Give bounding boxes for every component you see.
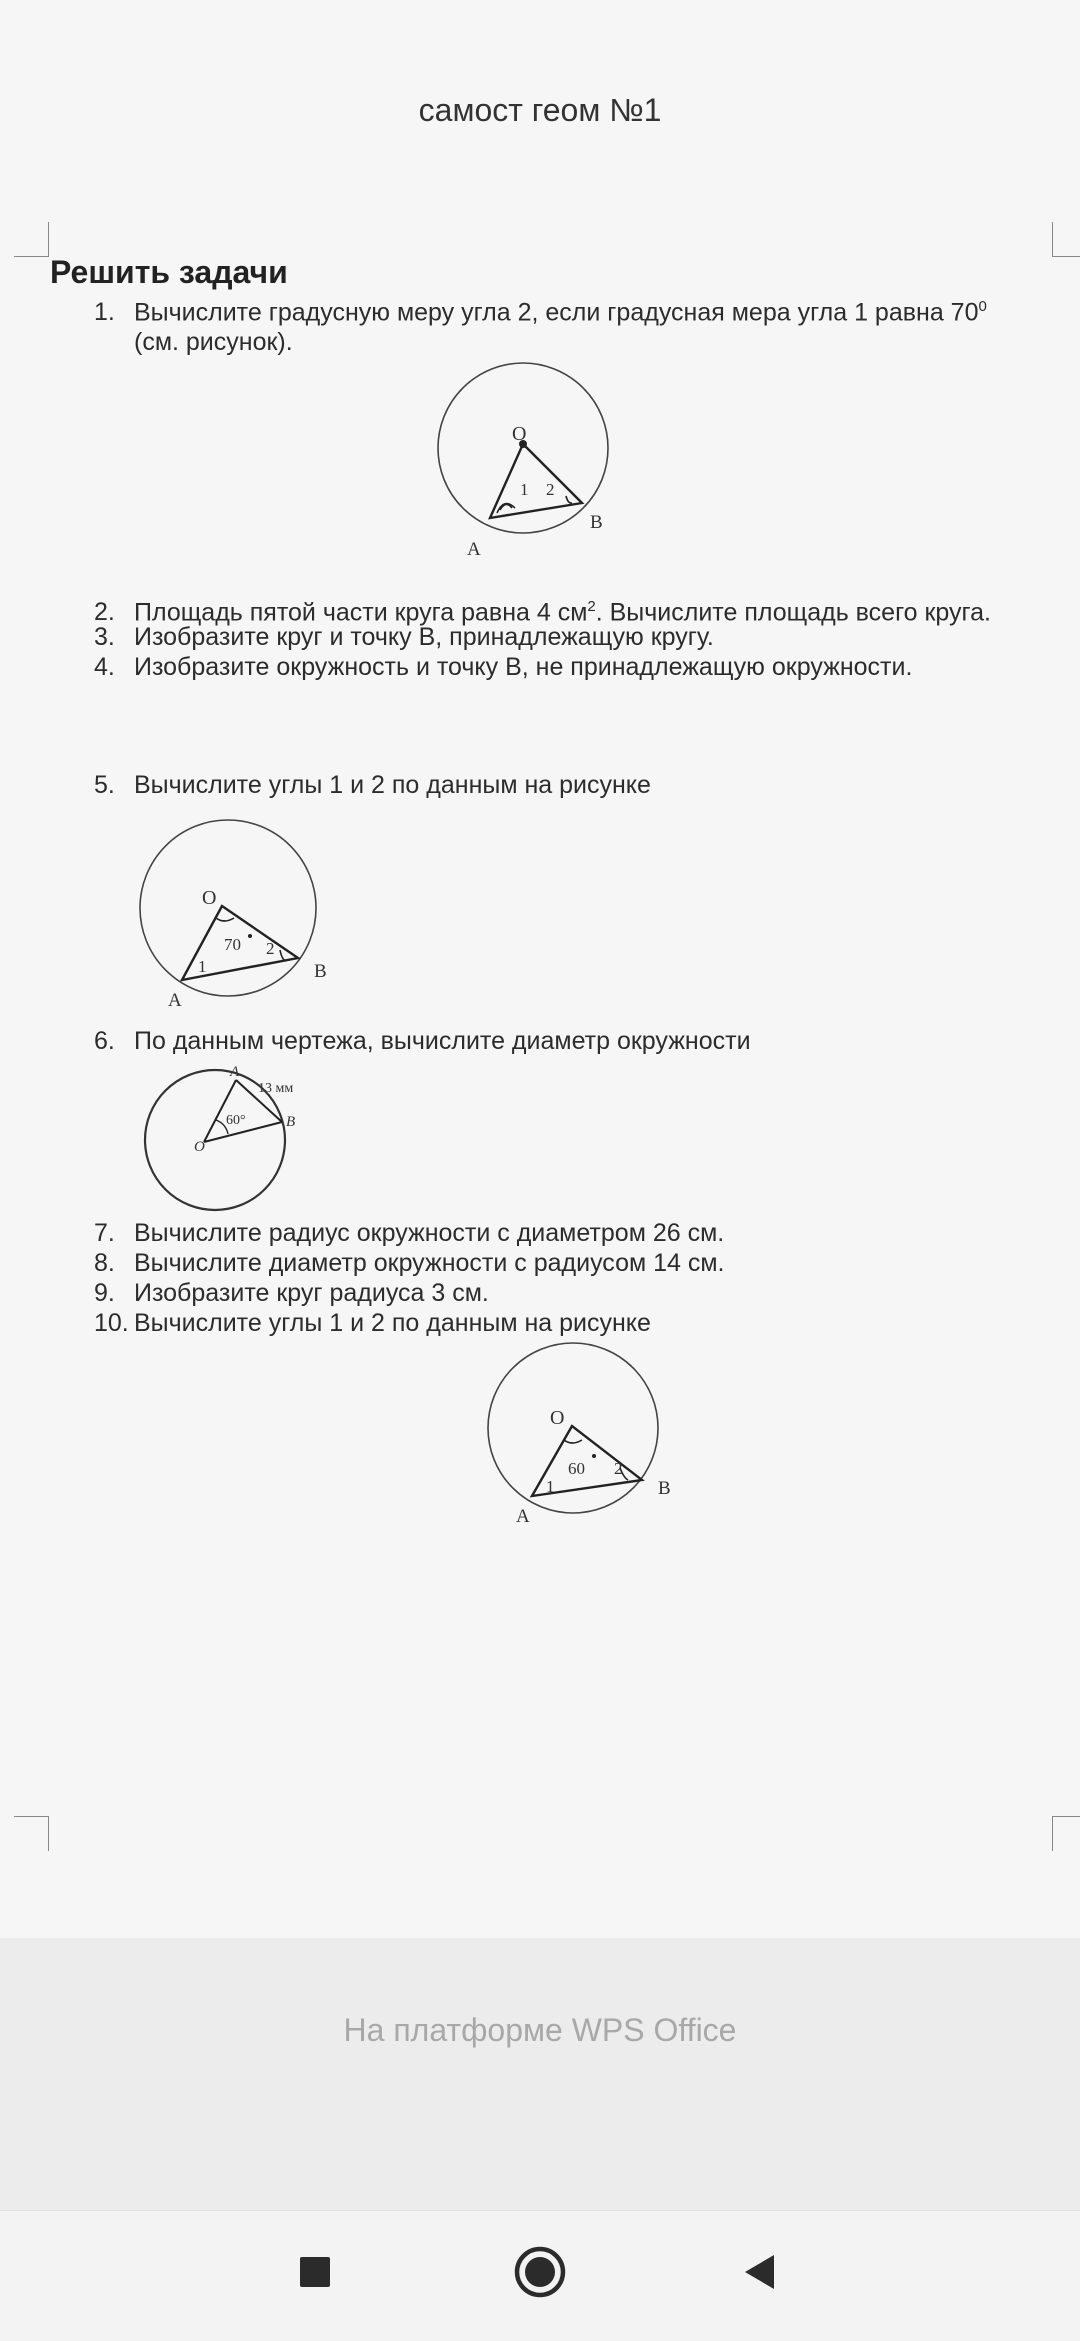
page-corner-mark [14, 1816, 49, 1851]
task-item [94, 622, 1064, 652]
task-text-continued: (см. рисунок). [134, 328, 293, 357]
task-text: Изобразите круг и точку В, принадлежащую кругу. [134, 623, 714, 651]
task-number: 1. [94, 298, 115, 327]
point-label: A [467, 539, 481, 560]
figure-10-circle [470, 1344, 690, 1534]
task-text: Вычислите диаметр окружности с радиусом 14 см. [134, 1249, 725, 1277]
point-label: B [658, 1478, 671, 1499]
angle-label: 1 [546, 1477, 555, 1496]
angle-label: 2 [266, 939, 275, 958]
task-number: 3. [94, 623, 115, 651]
page-corner-mark [14, 222, 49, 257]
task-number: 8. [94, 1249, 115, 1277]
task-text: Изобразите круг радиуса 3 см. [134, 1279, 489, 1307]
task-item [94, 652, 1064, 682]
task-text: По данным чертежа, вычислите диаметр окружности [134, 1027, 751, 1055]
task-number: 2. [94, 598, 115, 627]
section-heading: Решить задачи [50, 254, 288, 290]
angle-label: 70 [224, 935, 241, 954]
task-item [94, 1026, 1064, 1056]
back-button[interactable] [732, 2244, 788, 2300]
point-label: O [202, 887, 217, 909]
point-label: A [230, 1064, 240, 1080]
task-number: 9. [94, 1279, 115, 1307]
task-text: Вычислите углы 1 и 2 по данным на рисунке [134, 1309, 651, 1337]
task-item [94, 1278, 1064, 1308]
point-label: B [590, 512, 603, 533]
angle-label: 2 [546, 480, 555, 499]
task-text: Вычислите радиус окружности с диаметром 26 см. [134, 1219, 725, 1247]
angle-label: 2 [614, 1459, 623, 1478]
task-item [94, 1248, 1064, 1278]
superscript: 0 [978, 298, 987, 315]
angle-label: 60° [226, 1113, 246, 1128]
task-text: Изобразите окружность и точку В, не принадлежащую окружности. [134, 653, 913, 681]
circle-icon [513, 2245, 567, 2299]
task-item [94, 1308, 1064, 1338]
figure-5-circle [130, 820, 360, 1020]
point-label: O [512, 423, 527, 445]
triangle-back-icon [740, 2252, 780, 2292]
point-label: B [286, 1114, 296, 1130]
task-number: 5. [94, 771, 115, 799]
point-label: A [168, 990, 182, 1011]
task-number: 10. [94, 1309, 129, 1337]
task-text: . Вычислите площадь всего круга. [595, 598, 991, 627]
point-label: B [314, 961, 327, 982]
figure-6-circle [140, 1062, 340, 1212]
document-title: самост геом №1 [418, 92, 662, 128]
task-text: Вычислите градусную меру угла 2, если градусная мера угла 1 равна 70 [134, 298, 979, 327]
task-number: 6. [94, 1027, 115, 1055]
task-item [94, 1218, 1064, 1248]
page-corner-mark [1052, 222, 1080, 257]
task-number: 7. [94, 1219, 115, 1247]
task-text: Вычислите углы 1 и 2 по данным на рисунке [134, 771, 651, 799]
task-item [94, 770, 1064, 800]
chord-label: 13 мм [258, 1081, 294, 1096]
point-label: O [194, 1139, 205, 1155]
point-label: A [516, 1506, 530, 1527]
task-item [94, 292, 1064, 357]
page-corner-mark [1052, 1816, 1080, 1851]
footer-area [0, 1938, 1080, 2210]
home-button[interactable] [512, 2244, 568, 2300]
point-label: O [550, 1407, 565, 1429]
superscript: 2 [587, 598, 596, 615]
square-icon [298, 2255, 332, 2289]
task-text: Площадь пятой части круга равна 4 см [134, 598, 588, 627]
angle-label: 1 [520, 480, 529, 499]
figure-1-circle [420, 360, 640, 560]
angle-label: 60 [568, 1459, 585, 1478]
recents-button[interactable] [287, 2244, 343, 2300]
task-number: 4. [94, 653, 115, 681]
angle-label: 1 [198, 957, 207, 976]
platform-label: На платформе WPS Office [343, 2012, 737, 2048]
